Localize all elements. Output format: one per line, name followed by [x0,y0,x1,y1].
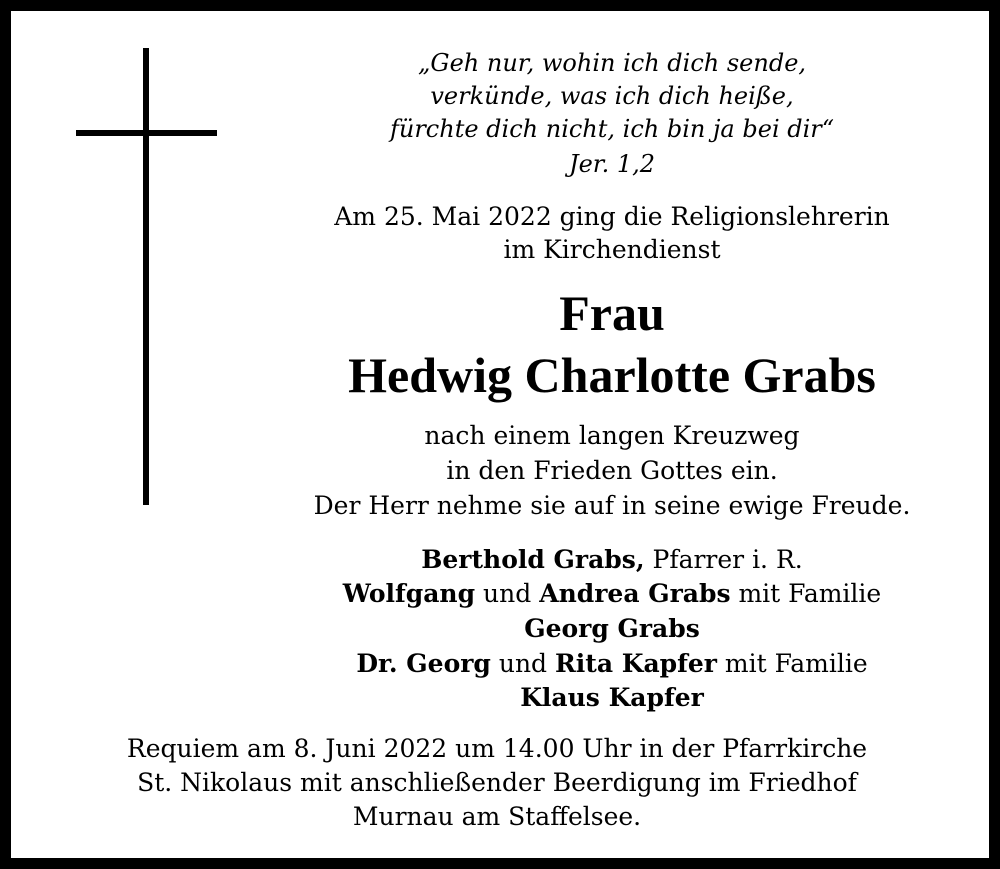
requiem-line-3: Murnau am Staffelsee. [352,802,642,831]
quote-line-3: fürchte dich nicht, ich bin ja bei dir“ [389,115,835,143]
quote-line-1: „Geh nur, wohin ich dich sende, [417,49,807,77]
deceased-salutation: Frau [559,285,665,341]
quote-line-2: verkünde, was ich dich heiße, [430,82,794,110]
mourner-row-3: Georg Grabs [524,614,700,643]
mourner-row-5: Klaus Kapfer [520,683,704,712]
mourner-role: Pfarrer i. R. [644,545,803,574]
mourner-suffix: mit Familie [730,579,882,608]
quote-source: Jer. 1,2 [568,150,656,178]
mourner-conjunction: und [475,579,540,608]
deceased-name: Hedwig Charlotte Grabs [348,347,876,403]
mourner-row-4 [356,647,867,680]
mourner-name: Dr. Georg [356,649,491,678]
cross-icon-bar [76,130,217,136]
mourner-name: Wolfgang [342,579,476,608]
mourner-name: Berthold Grabs, [421,545,645,574]
requiem-line-2: St. Nikolaus mit anschließender Beerdigung im Friedhof [137,768,857,797]
intro-line-2: im Kirchendienst [503,235,721,264]
mourner-row-2 [343,577,881,610]
requiem-line-1: Requiem am 8. Juni 2022 um 14.00 Uhr in der Pfarrkirche [126,734,868,763]
mourner-conjunction: und [490,649,555,678]
passing-line-1: nach einem langen Kreuzweg [424,421,800,450]
mourner-name: Rita Kapfer [555,649,717,678]
passing-line-3: Der Herr nehme sie auf in seine ewige Freude. [313,491,911,520]
mourner-name: Andrea Grabs [539,579,731,608]
cross-icon [143,48,149,505]
intro-line-1: Am 25. Mai 2022 ging die Religionslehrerin [334,202,890,231]
passing-line-2: in den Frieden Gottes ein. [446,456,778,485]
mourner-suffix: mit Familie [716,649,868,678]
mourner-row-1 [421,543,802,576]
